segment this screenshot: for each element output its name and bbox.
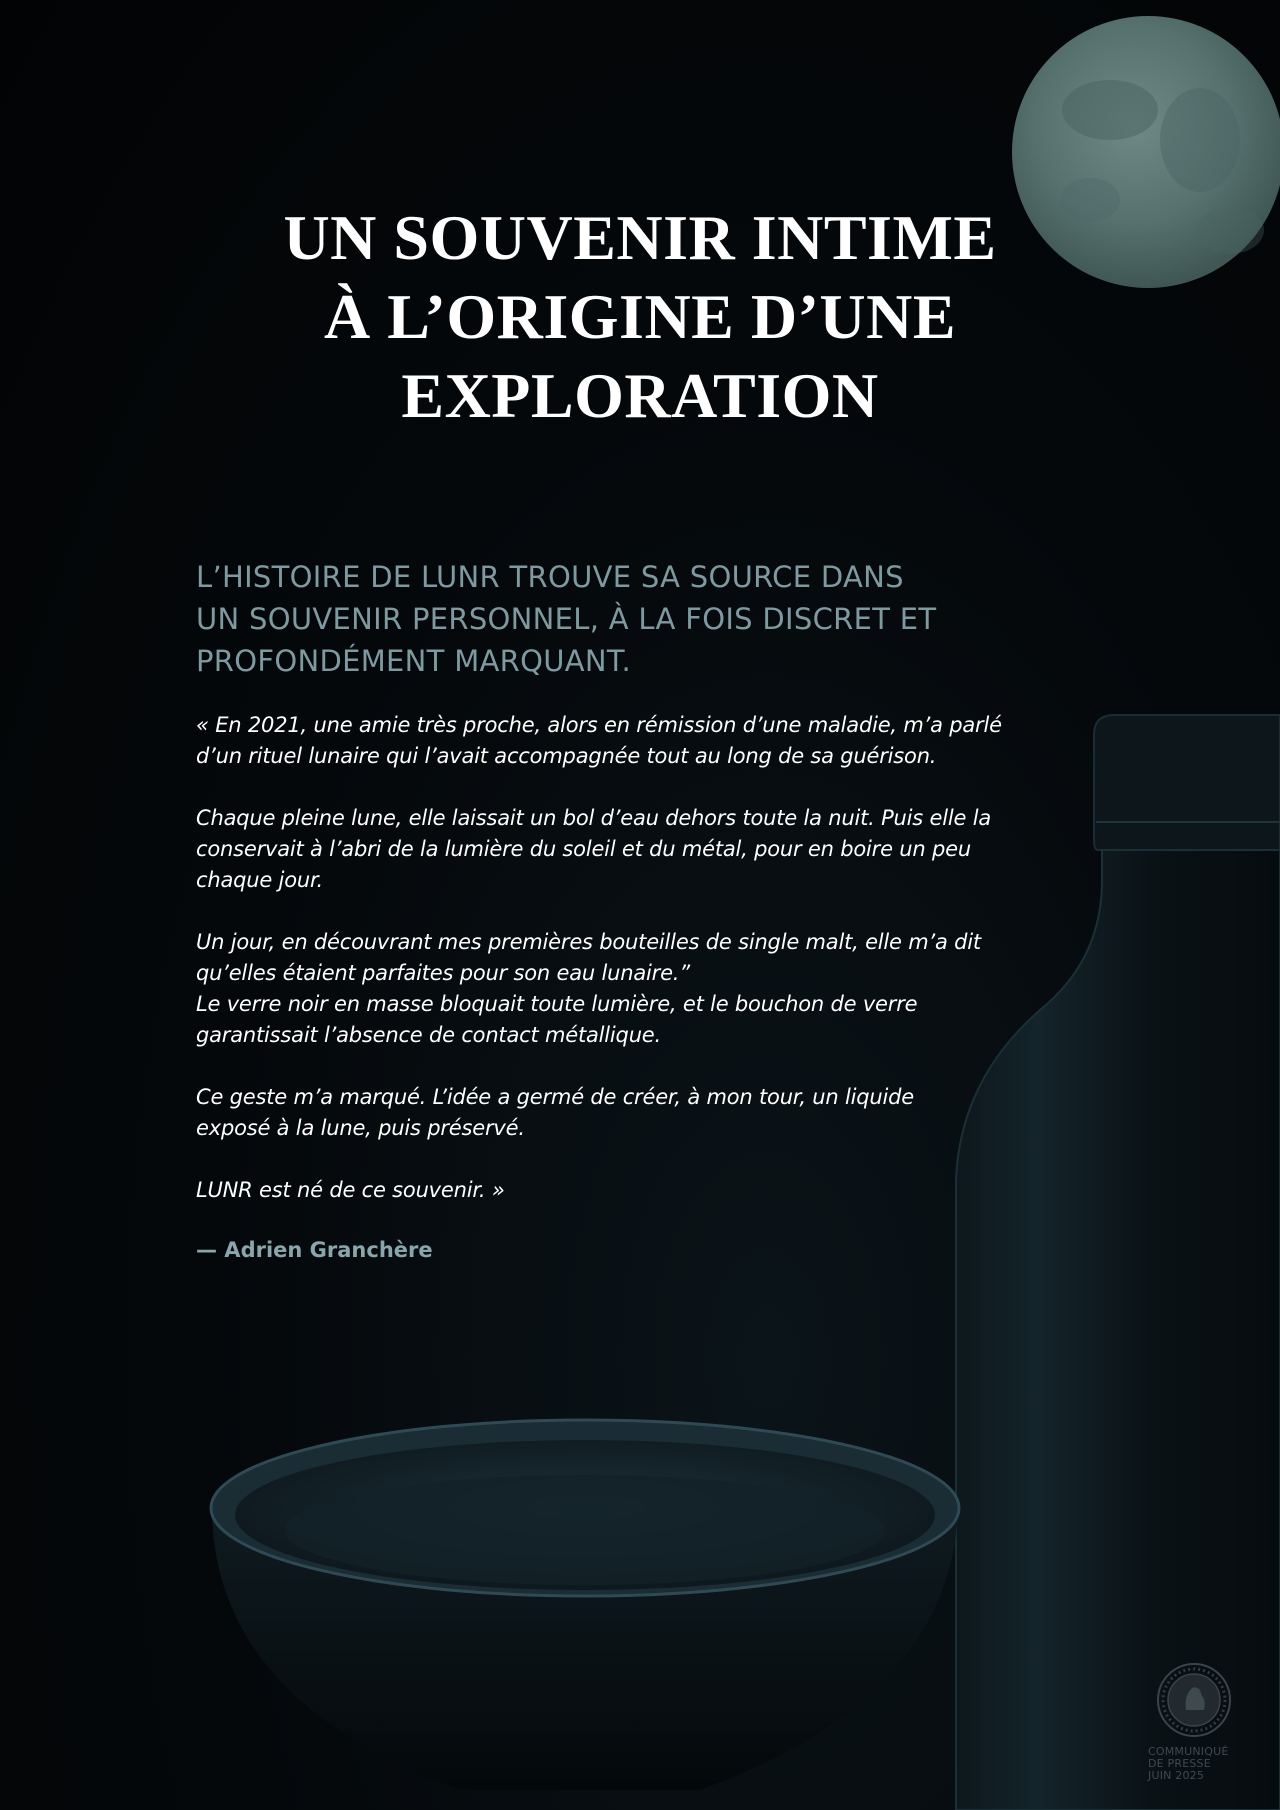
footer-line: JUIN 2025	[1148, 1769, 1205, 1782]
title-line: À L’ORIGINE D’UNE	[324, 281, 956, 352]
quote-line: Le verre noir en masse bloquait toute lumière, et le bouchon de verre	[196, 992, 918, 1016]
quote-line: Un jour, en découvrant mes premières bouteilles de single malt, elle m’a dit	[196, 930, 981, 954]
quote-paragraph	[196, 1082, 1056, 1144]
title-line: EXPLORATION	[401, 360, 879, 431]
quote-line: conservait à l’abri de la lumière du soleil et du métal, pour en boire un peu	[196, 837, 971, 861]
bowl-illustration	[211, 1420, 959, 1790]
quote-author: — Adrien Granchère	[196, 1238, 433, 1262]
lead-line: PROFONDÉMENT MARQUANT.	[196, 644, 631, 678]
footer-line: DE PRESSE	[1148, 1757, 1211, 1770]
quote-line: exposé à la lune, puis préservé.	[196, 1116, 525, 1140]
press-release-label	[1148, 1746, 1248, 1782]
quote-line: qu’elles étaient parfaites pour son eau lunaire.”	[196, 961, 690, 985]
quote-line: « En 2021, une amie très proche, alors en rémission d’une maladie, m’a parlé	[196, 713, 1002, 737]
lead-line: UN SOUVENIR PERSONNEL, À LA FOIS DISCRET ET	[196, 602, 937, 636]
quote-line: d’un rituel lunaire qui l’avait accompagnée tout au long de sa guérison.	[196, 744, 937, 768]
quote-paragraph	[196, 927, 1056, 1051]
lead-line: L’HISTOIRE DE LUNR TROUVE SA SOURCE DANS	[196, 560, 904, 594]
quote-paragraph	[196, 803, 1056, 896]
circular-seal-logo	[1156, 1662, 1232, 1738]
quote-line: Chaque pleine lune, elle laissait un bol d’eau dehors toute la nuit. Puis elle la	[196, 806, 992, 830]
quote-line: LUNR est né de ce souvenir. »	[196, 1178, 505, 1202]
page-title	[200, 198, 1080, 435]
quote-line: Ce geste m’a marqué. L’idée a germé de créer, à mon tour, un liquide	[196, 1085, 914, 1109]
quote-line: garantissait l’absence de contact métallique.	[196, 1023, 661, 1047]
founder-quote	[196, 710, 1056, 1237]
title-line: UN SOUVENIR INTIME	[283, 202, 997, 273]
quote-paragraph	[196, 1175, 1056, 1206]
footer-line: COMMUNIQUÉ	[1148, 1745, 1229, 1758]
quote-paragraph	[196, 710, 1056, 772]
lead-paragraph	[196, 556, 1016, 682]
quote-line: chaque jour.	[196, 868, 323, 892]
